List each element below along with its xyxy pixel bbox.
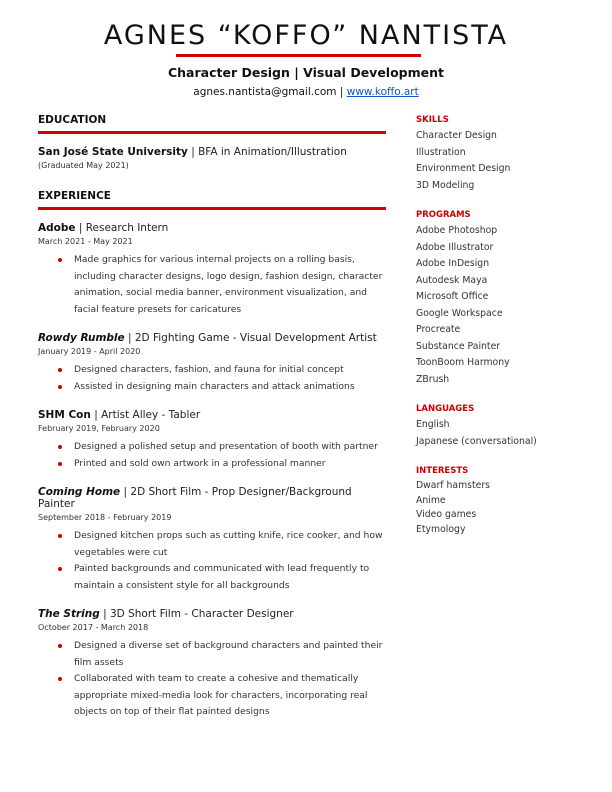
bullet: Assisted in designing main characters and attack animations — [74, 379, 386, 396]
job-title — [38, 486, 386, 510]
sidebar-item: Substance Painter — [416, 340, 501, 352]
job-entry — [38, 608, 386, 721]
section-divider — [38, 207, 386, 210]
job-org: Rowdy Rumble — [38, 332, 125, 344]
sidebar-item: Google Workspace — [416, 307, 503, 319]
subtitle: Character Design | Visual Development — [167, 65, 444, 80]
sidebar-item: Illustration — [416, 146, 466, 158]
education-entry — [38, 146, 386, 158]
bullet: Painted backgrounds and communicated with lead frequently to maintain a consistent style for all backgrounds — [74, 561, 386, 594]
sidebar-item: Microsoft Office — [416, 291, 489, 302]
job-org: SHM Con — [38, 409, 91, 421]
email: agnes.nantista@gmail.com — [193, 86, 337, 98]
bullet: Made graphics for various internal projects on a rolling basis, including character designs, logo design, fashion design, character animation, social media banner, environment visualization, and facial feature presets for caricatures — [74, 252, 386, 318]
degree: | BFA in Animation/Illustration — [187, 146, 347, 158]
sidebar-item: Etymology — [416, 523, 466, 535]
sidebar-item: Japanese (conversational) — [416, 435, 537, 447]
sidebar-section-languages — [416, 404, 586, 450]
contact-line — [0, 86, 612, 98]
sidebar-section-skills — [416, 115, 586, 194]
sidebar-heading: INTERESTS — [416, 466, 469, 476]
bullet: Designed a polished setup and presentation of booth with partner — [74, 439, 386, 456]
job-role: | 3D Short Film - Character Designer — [99, 608, 294, 620]
bullet: Designed kitchen props such as cutting knife, rice cooker, and how vegetables were cut — [74, 528, 386, 561]
sidebar-item: Environment Design — [416, 163, 511, 174]
sidebar-item: ToonBoom Harmony — [416, 357, 510, 368]
job-bullets — [74, 528, 386, 594]
job-dates: February 2019, February 2020 — [38, 424, 160, 433]
sidebar-item: Adobe Photoshop — [416, 225, 498, 236]
bullet: Collaborated with team to create a cohesive and thematically appropriate mixed-media look for characters, incorporating real objects on top of their flat painted designs — [74, 671, 386, 721]
job-role: | Artist Alley - Tabler — [90, 409, 201, 421]
job-dates: March 2021 - May 2021 — [38, 237, 133, 246]
school: San José State University — [38, 146, 188, 158]
job-bullets — [74, 439, 386, 472]
job-role: | Research Intern — [75, 222, 169, 234]
job-role: | 2D Fighting Game - Visual Development Artist — [124, 332, 377, 344]
sidebar-item: Autodesk Maya — [416, 274, 488, 286]
job-title — [38, 608, 386, 620]
job-entry — [38, 486, 386, 594]
job-org: Coming Home — [38, 486, 121, 498]
job-title — [38, 222, 386, 234]
sidebar-item: Anime — [416, 494, 446, 506]
job-title — [38, 332, 386, 344]
education-heading: EDUCATION — [38, 114, 107, 126]
job-bullets — [74, 252, 386, 318]
experience-heading: EXPERIENCE — [38, 190, 111, 202]
sidebar-item: ZBrush — [416, 373, 450, 385]
job-dates: October 2017 - March 2018 — [38, 623, 149, 632]
job-entry — [38, 222, 386, 318]
sidebar-item: Dwarf hamsters — [416, 480, 491, 491]
job-title — [38, 409, 386, 421]
job-bullets — [74, 362, 386, 395]
sidebar-item: Procreate — [416, 324, 461, 335]
sidebar-heading: LANGUAGES — [416, 404, 475, 414]
main-column — [38, 114, 386, 721]
section-divider — [38, 131, 386, 134]
job-entry — [38, 332, 386, 395]
sidebar-item: English — [416, 419, 450, 430]
job-dates: September 2018 - February 2019 — [38, 513, 172, 522]
job-list — [38, 222, 386, 721]
website-link[interactable]: www.koffo.art — [346, 86, 419, 98]
sidebar-item: Character Design — [416, 130, 497, 141]
bullet: Printed and sold own artwork in a professional manner — [74, 456, 386, 473]
job-org: Adobe — [38, 222, 76, 234]
job-org: The String — [38, 608, 100, 620]
sidebar-section-programs — [416, 210, 586, 388]
job-bullets — [74, 638, 386, 721]
sidebar-item: 3D Modeling — [416, 179, 475, 191]
separator: | — [336, 86, 347, 98]
candidate-name: AGNES “KOFFO” NANTISTA — [103, 20, 509, 51]
bullet: Designed characters, fashion, and fauna for initial concept — [74, 362, 386, 379]
sidebar-section-interests — [416, 466, 586, 537]
name-divider — [176, 54, 421, 57]
sidebar-heading: SKILLS — [416, 115, 449, 125]
sidebar-item: Video games — [416, 509, 477, 520]
sidebar-heading: PROGRAMS — [416, 210, 471, 220]
sidebar-item: Adobe Illustrator — [416, 241, 494, 253]
job-entry — [38, 409, 386, 472]
sidebar-item: Adobe InDesign — [416, 258, 490, 269]
job-role: | 2D Short Film - Prop Designer/Background Painter — [38, 486, 352, 510]
job-dates: January 2019 - April 2020 — [38, 347, 141, 356]
graduation-note: (Graduated May 2021) — [38, 161, 129, 170]
bullet: Designed a diverse set of background characters and painted their film assets — [74, 638, 386, 671]
sidebar — [416, 115, 586, 537]
